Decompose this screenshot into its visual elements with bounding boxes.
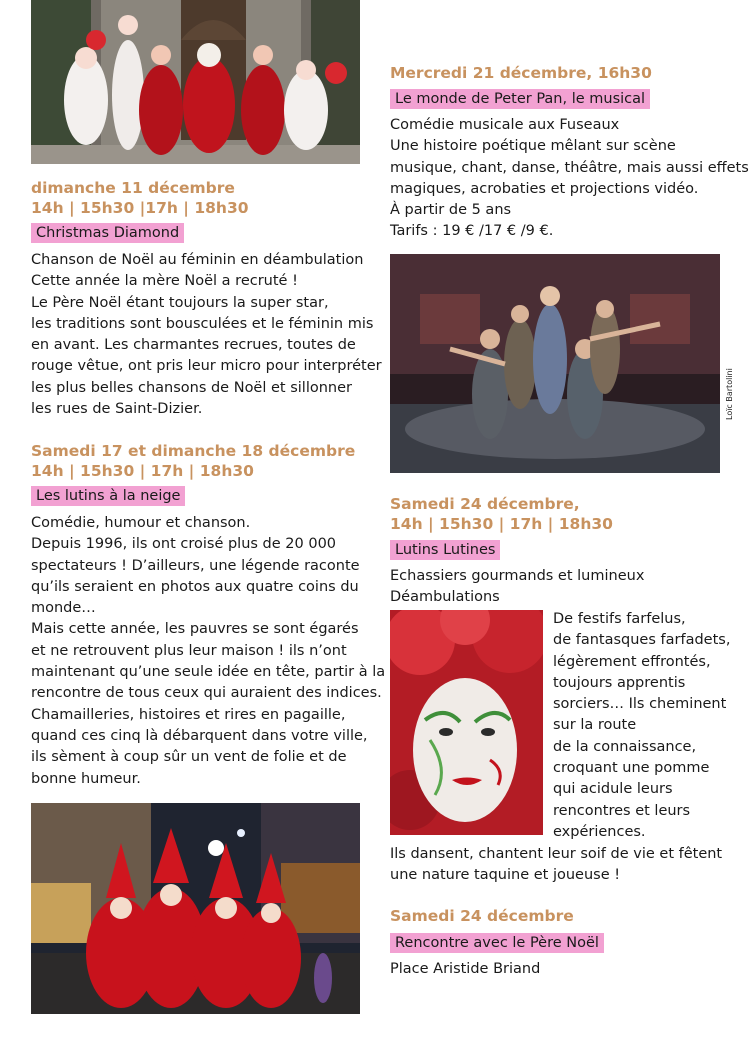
event-1-date: dimanche 11 décembre 14h | 15h30 |17h | 18h30	[31, 179, 249, 217]
event-2-description: Comédie, humour et chanson. Depuis 1996, ils ont croisé plus de 20 000 spectateurs ! D’ailleurs, une légende raconte qu’ils seraient en photos aux quatre coins du monde… Mais cette année, les pauvres se sont égarés et ne retrouvent plus leur maison ! ils n’ont maintenant qu’une seule idée en tête, partir à la rencontre de tous ceux qui auraient des indices. Chamailleries, histoires et rires en pagaille, quand ces cinq là débarquent dans votre ville, ils sèment à coup sûr un vent de folie et de bonne humeur.	[31, 515, 386, 787]
event-5-date: Samedi 24 décembre	[390, 907, 574, 925]
event-2-title: Les lutins à la neige	[31, 486, 185, 506]
event-3-description: Comédie musicale aux Fuseaux Une histoire poétique mêlant sur scène musique, chant, danse, théâtre, mais aussi effets magiques, acrobaties et projections vidéo. À partir de 5 ans Tarifs : 19 € /17 € /9 €.	[390, 117, 749, 240]
photo-credit: Loïc Bartolini	[725, 368, 734, 420]
event-4-intro: Echassiers gourmands et lumineux Déambulations	[390, 568, 645, 606]
event-1-title: Christmas Diamond	[31, 223, 184, 243]
event-3-date: Mercredi 21 décembre, 16h30	[390, 64, 652, 82]
photo-peter-pan	[390, 254, 720, 473]
photo-lutins-neige	[31, 803, 360, 1014]
event-5-title: Rencontre avec le Père Noël	[390, 933, 604, 953]
event-2-date: Samedi 17 et dimanche 18 décembre 14h | 15h30 | 17h | 18h30	[31, 442, 356, 480]
event-4-title: Lutins Lutines	[390, 540, 500, 560]
event-4-date: Samedi 24 décembre, 14h | 15h30 | 17h | 18h30	[390, 495, 613, 533]
event-1-description: Chanson de Noël au féminin en déambulation Cette année la mère Noël a recruté ! Le Père Noël étant toujours la super star, les traditions sont bousculées et le féminin mis en avant. Les charmantes recrues, toutes de rouge vêtue, ont pris leur micro pour interpréter les plus belles chansons de Noël et sillonner les rues de Saint-Dizier.	[31, 252, 382, 418]
event-5-description: Place Aristide Briand	[390, 961, 541, 977]
photo-lutins-lutines	[390, 610, 543, 835]
event-3-title: Le monde de Peter Pan, le musical	[390, 89, 650, 109]
event-4-side-text: De festifs farfelus, de fantasques farfadets, légèrement effrontés, toujours apprentis sorciers… Ils cheminent sur la route de la connaissance, croquant une pomme qui acidule leurs rencontres et leurs expériences.	[553, 611, 731, 840]
photo-christmas-diamond	[31, 0, 360, 164]
event-4-end-text: Ils dansent, chantent leur soif de vie et fêtent une nature taquine et joueuse !	[390, 846, 723, 884]
